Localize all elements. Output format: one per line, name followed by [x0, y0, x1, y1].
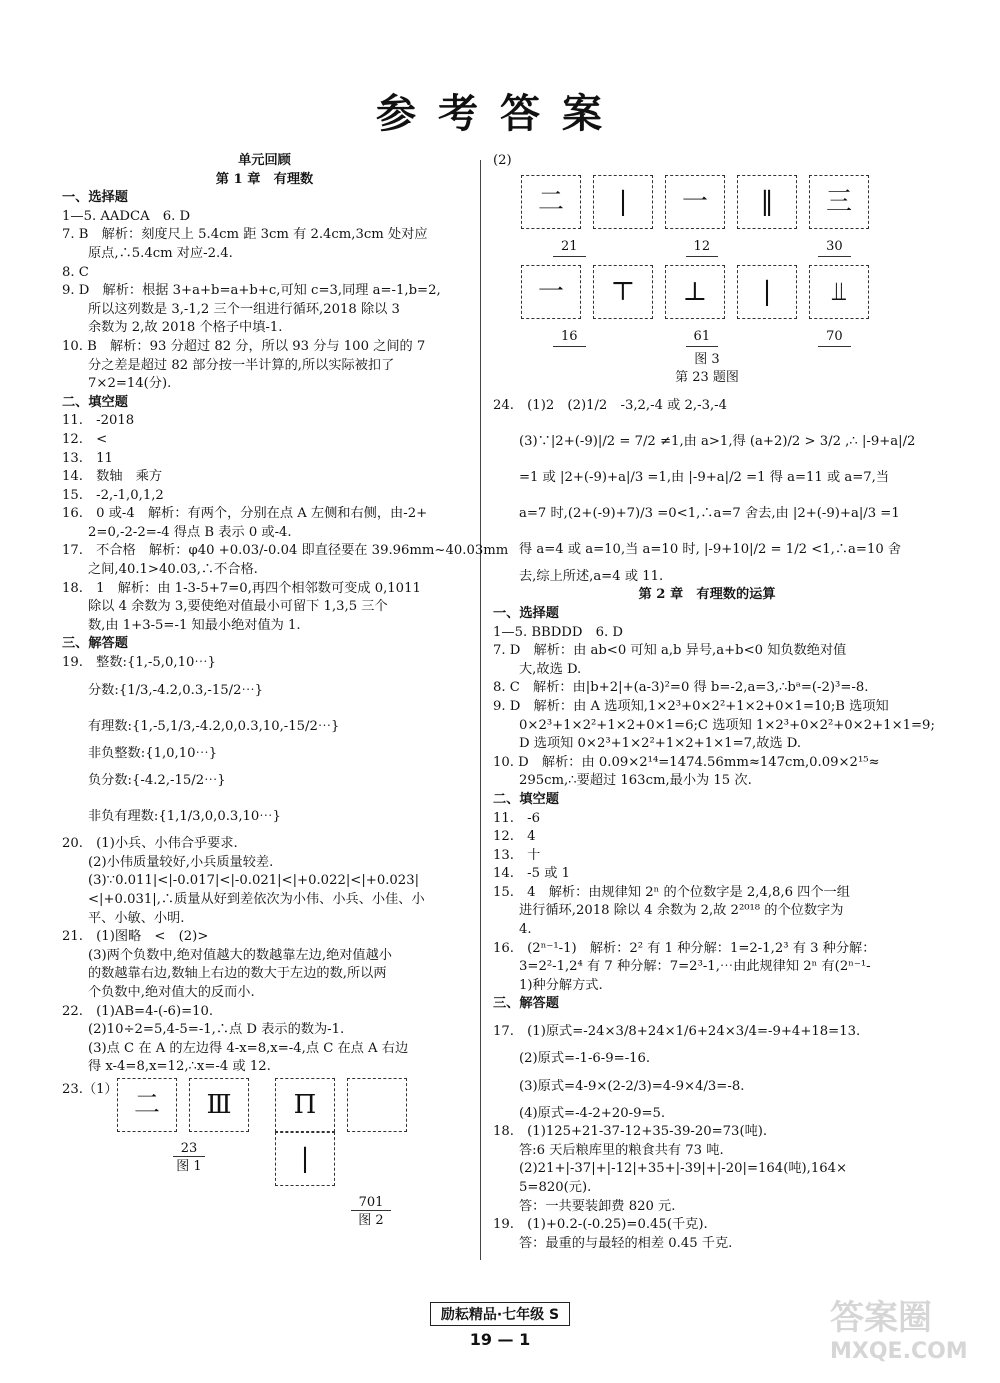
chapter-1-heading: 第 1 章 有理数: [215, 171, 314, 187]
section-heading: 一、选择题: [493, 605, 559, 621]
answer-line: 除以 4 余数为 3,要使绝对值最小可留下 1,3,5 三个: [88, 599, 388, 615]
section-heading: 二、填空题: [62, 394, 128, 410]
rod-value: 16: [553, 328, 586, 348]
rod-box: 二: [521, 175, 581, 229]
section-heading: 三、解答题: [62, 636, 128, 652]
answer-line: 的数越靠右边,数轴上右边的数大于左边的数,所以两: [88, 966, 387, 982]
rod-box: [347, 1078, 407, 1132]
rod-box: 一: [665, 175, 725, 229]
answer-line: (3)∵0.011|<|-0.017|<|-0.021|<|+0.022|<|+0.023|: [88, 873, 420, 889]
answer-line: 个负数中,绝对值大的反而小.: [88, 984, 255, 1000]
watermark-url: MXQE.COM: [830, 1339, 968, 1364]
answer-line: 进行循环,2018 除以 4 余数为 2,故 2²⁰¹⁸ 的个位数字为: [519, 903, 844, 919]
answer-line: 数,由 1+3-5=-1 知最小绝对值为 1.: [88, 617, 301, 633]
rod-value: 70: [818, 328, 851, 348]
figure-2-caption: 图 2: [358, 1213, 384, 1229]
answer-line: 答：最重的与最轻的相差 0.45 千克.: [519, 1235, 733, 1251]
unit-review-heading: 单元回顾: [238, 153, 291, 168]
answer-line: D 选项知 0×2³+1×2²+1×2+1×1=7,故选 D.: [519, 736, 802, 752]
answer-line: 17. (1)原式=-24×3/8+24×1/6+24×3/4=-9+4+18=13.: [493, 1024, 861, 1040]
rod-value: 12: [686, 238, 719, 258]
answer-line: 13. 11: [62, 450, 113, 466]
answer-line: 大,故选 D.: [519, 661, 582, 677]
answer-line: 11. -2018: [62, 413, 135, 429]
rod-box: 一: [521, 265, 581, 319]
rod-value: 61: [686, 328, 719, 348]
figure-1-caption: 图 1: [176, 1159, 202, 1175]
answer-line: 12. <: [62, 431, 108, 447]
rod-box: ‖: [737, 175, 797, 229]
rod-box: |: [737, 265, 797, 319]
figure-1-value: 23: [173, 1141, 206, 1157]
answer-line: 14. 数轴 乘方: [62, 469, 163, 485]
figure-3-row-1-values: [533, 235, 921, 261]
answer-line: (3)∵|2+(-9)|/2 = 7/2 ≠1,由 a>1,得 (a+2)/2 > 3/2 ,∴ |-9+a|/2: [519, 433, 916, 449]
q23-label: 23.（1）: [62, 1081, 118, 1097]
answer-line: 295cm,∴要超过 163cm,最小为 15 次.: [519, 773, 752, 789]
answer-line: 得 x-4=8,x=12,∴x=-4 或 12.: [88, 1059, 271, 1075]
answer-line: 10. B 解析：93 分超过 82 分，所以 93 分与 100 之间的 7: [62, 338, 426, 354]
answer-line: 非负有理数:{1,1/3,0,0.3,10⋯}: [88, 809, 281, 825]
answer-line: 1—5. BBDDD 6. D: [493, 624, 623, 640]
brand-badge: 励耘精品·七年级 S: [430, 1302, 570, 1326]
rod-value: 30: [818, 238, 851, 258]
rod-box: |: [593, 175, 653, 229]
figure-1: [117, 1078, 261, 1177]
answer-line: 19. (1)+0.2-(-0.25)=0.45(千克).: [493, 1217, 708, 1233]
answer-line: 之间,40.1>40.03,∴不合格.: [88, 562, 258, 578]
answer-line: 7. D 解析：由 ab<0 可知 a,b 异号,a+b<0 知负数绝对值: [493, 643, 847, 659]
rod-box: |: [275, 1132, 335, 1186]
section-heading: 二、填空题: [493, 791, 559, 807]
figure-2: [275, 1078, 467, 1231]
answer-line: (2)10÷2=5,4-5=-1,∴点 D 表示的数为-1.: [88, 1022, 345, 1038]
answer-line: 4.: [519, 922, 532, 938]
left-column: [62, 152, 509, 1229]
answer-line: 余数为 2,故 2018 个格子中填-1.: [88, 320, 283, 336]
q24-answer-list: [493, 388, 921, 587]
answer-line: 16. 0 或-4 解析：有两个，分别在点 A 左侧和右侧，由-2+: [62, 506, 428, 522]
answer-line: 9. D 解析：根据 3+a+b=a+b+c,可知 c=3,同理 a=-1,b=2,: [62, 283, 441, 299]
answer-line: 7. B 解析：刻度尺上 5.4cm 距 3cm 有 2.4cm,3cm 处对应: [62, 227, 428, 243]
answer-line: 平、小敏、小明.: [88, 910, 185, 926]
answer-line: 1—5. AADCA 6. D: [62, 208, 191, 224]
section-heading: 三、解答题: [493, 996, 559, 1012]
answer-line: 13. 十: [493, 847, 541, 863]
rod-box: Π: [275, 1078, 335, 1132]
answer-line: 0×2³+1×2²+1×2+0×1=6;C 选项知 1×2³+0×2²+0×2+1×1=9;: [519, 717, 935, 733]
answer-line: 12. 4: [493, 829, 536, 845]
answer-line: 18. 1 解析：由 1-3-5+7=0,再四个相邻数可变成 0,1011: [62, 580, 421, 596]
q23-part2-label: (2): [493, 153, 512, 168]
answer-line: (3)原式=4-9×(2-2/3)=4-9×4/3=-8.: [519, 1078, 745, 1094]
answer-line: 2=0,-2-2=-4 得点 B 表示 0 或-4.: [88, 524, 292, 540]
answer-line: 原点,∴5.4cm 对应-2.4.: [88, 245, 233, 261]
answer-line: 8. C 解析：由|b+2|+(a-3)²=0 得 b=-2,a=3,∴bᵃ=(-2)³=-8.: [493, 680, 869, 696]
section-heading: 一、选择题: [62, 190, 128, 206]
chapter-2-heading: 第 2 章 有理数的运算: [638, 587, 776, 603]
answer-line: 3=2²-1,2⁴ 有 7 种分解：7=2³-1,⋯由此规律知 2ⁿ 有(2ⁿ⁻¹-: [519, 959, 871, 975]
answer-line: 14. -5 或 1: [493, 866, 570, 882]
rod-box: 三: [809, 175, 869, 229]
rod-box: Ⅲ: [189, 1078, 249, 1132]
answer-line: 答:6 天后粮库里的粮食共有 73 吨.: [519, 1142, 724, 1158]
answer-line: 非负整数:{1,0,10⋯}: [88, 745, 218, 761]
answer-line: =1 或 |2+(-9)+a|/3 =1,由 |-9+a|/2 =1 得 a=11 或 a=7,当: [519, 469, 890, 485]
watermark-logo: 答案圈: [830, 1298, 932, 1338]
chapter-2-answer-list: [493, 605, 935, 1253]
answer-line: (3)两个负数中,绝对值越大的数越靠左边,绝对值越小: [88, 947, 392, 963]
answer-line: (3)点 C 在 A 的左边得 4-x=8,x=-4,点 C 在点 A 右边: [88, 1040, 409, 1056]
answer-line: 有理数:{1,-5,1/3,-4.2,0,0.3,10,-15/2⋯}: [88, 718, 340, 734]
page-number: 19 — 1: [469, 1330, 531, 1349]
answer-line: 24. (1)2 (2)1/2 -3,2,-4 或 2,-3,-4: [493, 397, 728, 413]
answer-line: (2)21+|-37|+|-12|+35+|-39|+|-20|=164(吨),164×: [519, 1161, 848, 1177]
answer-line: 所以这列数是 3,-1,2 三个一组进行循环,2018 除以 3: [88, 301, 400, 317]
answer-line: a=7 时,(2+(-9)+7)/3 =0<1,∴a=7 舍去,由 |2+(-9)+a|/3 =1: [519, 505, 900, 521]
answer-line: 21. (1)图略 < (2)>: [62, 929, 209, 945]
answer-line: 19. 整数:{1,-5,0,10⋯}: [62, 655, 216, 671]
answer-line: 答：一共要装卸费 820 元.: [519, 1198, 676, 1214]
answer-line: 分之差是超过 82 部分按一半计算的,所以实际被扣了: [88, 357, 395, 373]
answer-line: (4)原式=-4-2+20-9=5.: [519, 1105, 666, 1121]
answer-line: 去,综上所述,a=4 或 11.: [519, 568, 664, 584]
figure-3-row-2: [521, 265, 921, 323]
rod-box: ⫫: [809, 265, 869, 319]
answer-line: (2)小伟质量较好,小兵质量较差.: [88, 854, 274, 870]
answer-line: 9. D 解析：由 A 选项知,1×2³+0×2²+1×2+0×1=10;B 选项知: [493, 698, 889, 714]
answer-line: 18. (1)125+21-37-12+35-39-20=73(吨).: [493, 1124, 768, 1140]
rod-value: 21: [553, 238, 586, 258]
rod-box: 二: [117, 1078, 177, 1132]
figure-23-title: 第 23 题图: [675, 370, 739, 386]
answer-line: 17. 不合格 解析：φ40 +0.03/-0.04 即直径要在 39.96mm~40.03mm: [62, 543, 509, 559]
answer-line: 5=820(元).: [519, 1180, 592, 1195]
answer-line: 11. -6: [493, 810, 541, 826]
left-answer-list: [62, 189, 509, 1077]
answer-line: 负分数:{-4.2,-15/2⋯}: [88, 773, 226, 789]
answer-line: 得 a=4 或 a=10,当 a=10 时, |-9+10|/2 = 1/2 <1,∴a=10 舍: [519, 541, 902, 557]
figure-3-row-1: [521, 175, 921, 233]
answer-line: 8. C: [62, 264, 89, 280]
watermark: [830, 1290, 990, 1370]
right-column: [493, 152, 935, 1253]
figure-3-caption: 图 3: [694, 351, 720, 367]
answer-line: 22. (1)AB=4-(-6)=10.: [62, 1003, 214, 1019]
page-title: 参考答案: [376, 90, 624, 137]
column-divider: [480, 160, 481, 1260]
rod-box: ⊥: [665, 265, 725, 319]
answer-line: 1)种分解方式.: [519, 977, 603, 993]
answer-line: <|+0.031|,∴质量从好到差依次为小伟、小兵、小佳、小: [88, 892, 425, 907]
answer-line: 10. D 解析：由 0.09×2¹⁴=1474.56mm≈147cm,0.09×2¹⁵≈: [493, 754, 880, 770]
answer-line: 20. (1)小兵、小伟合乎要求.: [62, 836, 238, 852]
answer-line: 7×2=14(分).: [88, 376, 172, 392]
answer-line: 分数:{1/3,-4.2,0.3,-15/2⋯}: [88, 682, 264, 698]
answer-line: 16. (2ⁿ⁻¹-1) 解析：2² 有 1 种分解：1=2-1,2³ 有 3 种分解：: [493, 940, 876, 956]
answer-line: 15. 4 解析：由规律知 2ⁿ 的个位数字是 2,4,8,6 四个一组: [493, 884, 850, 900]
figure-3-row-2-values: [533, 325, 921, 351]
figure-2-value: 701: [351, 1195, 392, 1211]
answer-line: 15. -2,-1,0,1,2: [62, 487, 164, 503]
rod-box: ⊤: [593, 265, 653, 319]
answer-line: (2)原式=-1-6-9=-16.: [519, 1051, 651, 1067]
